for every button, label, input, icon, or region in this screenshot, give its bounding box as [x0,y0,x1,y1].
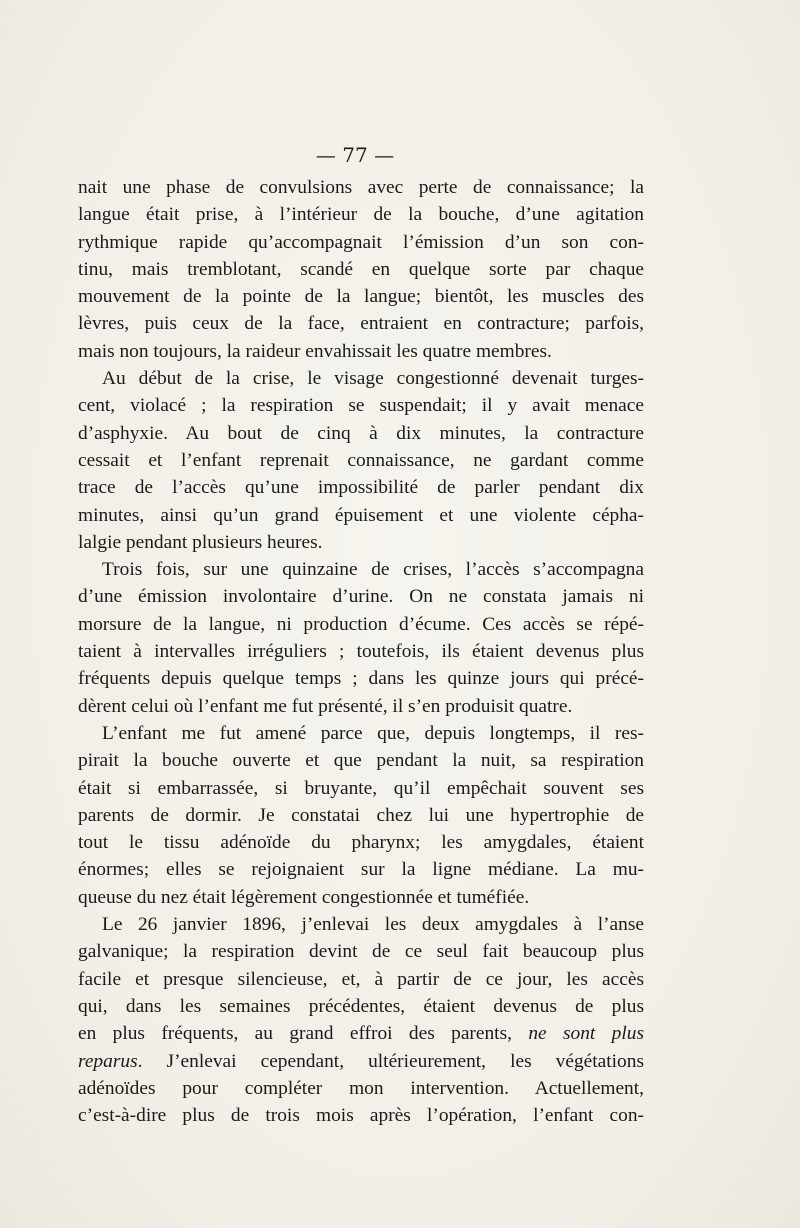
text-line: morsure de la langue, ni production d’écume. Ces accès se répé- [78,613,644,635]
text-line: rythmique rapide qu’accompagnait l’émission d’un son con- [78,231,644,253]
text-line: taient à intervalles irréguliers ; toutefois, ils étaient devenus plus [78,641,644,663]
text-line: galvanique; la respiration devint de ce seul fait beaucoup plus [78,941,644,963]
text-line: d’une émission involontaire d’urine. On ne constata jamais ni [78,586,644,608]
text-line: lèvres, puis ceux de la face, entraient en contracture; parfois, [78,313,644,335]
text-line: énormes; elles se rejoignaient sur la ligne médiane. La mu- [78,859,644,881]
text-line: tout le tissu adénoïde du pharynx; les amygdales, étaient [78,832,644,854]
text-line: facile et presque silencieuse, et, à partir de ce jour, les accès [78,968,644,990]
text-line: queuse du nez était légèrement congestionnée et tuméfiée. [78,886,530,908]
body-text [78,174,644,1129]
text-line: langue était prise, à l’intérieur de la bouche, d’une agitation [78,204,644,226]
text-line: L’enfant me fut amené parce que, depuis longtemps, il res- [102,722,644,744]
text-line: cent, violacé ; la respiration se suspendait; il y avait menace [78,395,644,417]
text-line: Au début de la crise, le visage congestionné devenait turges- [102,368,644,390]
text-line: nait une phase de convulsions avec perte de connaissance; la [78,177,644,198]
text-line: fréquents depuis quelque temps ; dans les quinze jours qui précé- [78,668,644,690]
text-line: c’est-à-dire plus de trois mois après l’opération, l’enfant con- [78,1105,644,1127]
text-line: tinu, mais tremblotant, scandé en quelque sorte par chaque [78,258,644,280]
text-line: Le 26 janvier 1896, j’enlevai les deux amygdales à l’anse [102,914,644,936]
text-line: cessait et l’enfant reprenait connaissance, ne gardant comme [78,449,644,471]
text-line: lalgie pendant plusieurs heures. [78,531,323,553]
text-line: mouvement de la pointe de la langue; bientôt, les muscles des [78,286,644,308]
text-line: dèrent celui où l’enfant me fut présenté, il s’en produisit quatre. [78,695,573,717]
text-line: mais non toujours, la raideur envahissait les quatre membres. [78,340,552,362]
text-line: qui, dans les semaines précédentes, étaient devenus de plus [78,995,644,1017]
text-line: parents de dormir. Je constatai chez lui une hypertrophie de [78,804,644,826]
text-line: trace de l’accès qu’une impossibilité de parler pendant dix [78,477,644,499]
text-line: d’asphyxie. Au bout de cinq à dix minutes, la contracture [78,422,644,444]
text-line: Trois fois, sur une quinzaine de crises, l’accès s’accompagna [102,559,644,581]
text-line: adénoïdes pour compléter mon intervention. Actuellement, [78,1077,644,1099]
text-line: était si embarrassée, si bruyante, qu’il empêchait souvent ses [78,777,644,799]
page-number: — 77 — [315,143,395,167]
text-line: en plus fréquents, au grand effroi des parents, ne sont plus [78,1023,644,1045]
text-line: reparus. J’enlevai cependant, ultérieurement, les végétations [78,1050,644,1072]
text-line: pirait la bouche ouverte et que pendant la nuit, sa respiration [78,750,644,772]
text-line: minutes, ainsi qu’un grand épuisement et une violente cépha- [78,504,644,526]
